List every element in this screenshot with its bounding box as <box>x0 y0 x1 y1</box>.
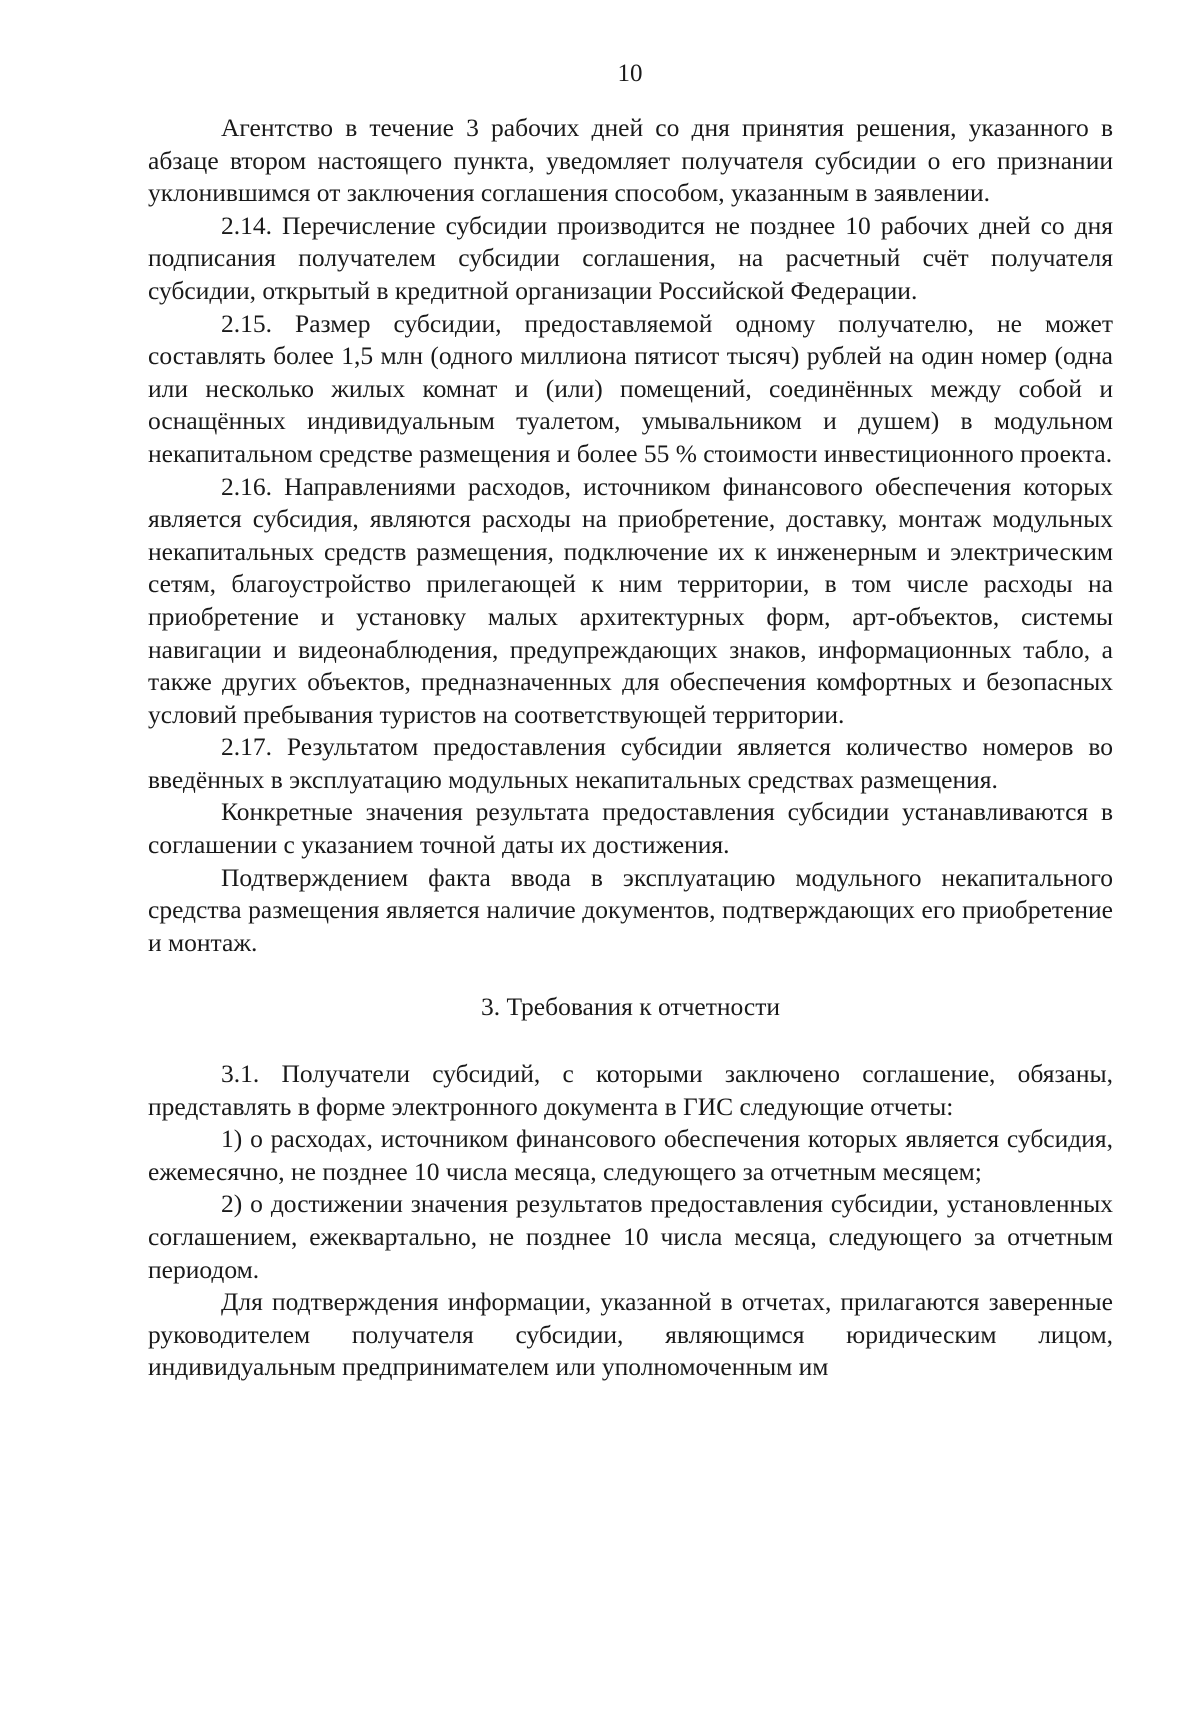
paragraph-3-1: 3.1. Получатели субсидий, с которыми заключено соглашение, обязаны, представлять в форме электронного документа в ГИС следующие отчеты: <box>148 1059 1113 1121</box>
paragraph-2-17: 2.17. Результатом предоставления субсидии является количество номеров во введённых в эксплуатацию модульных некапитальных средствах размещения. <box>148 732 1113 794</box>
list-item-2: 2) о достижении значения результатов предоставления субсидии, установленных соглашением, ежеквартально, не позднее 10 числа месяца, следующего за отчетным периодом. <box>148 1189 1113 1284</box>
paragraph-2-15: 2.15. Размер субсидии, предоставляемой одному получателю, не может составлять более 1,5 млн (одного миллиона пятисот тысяч) рублей на один номер (одна или несколько жилых комнат и (или) помещений, соединённых между собой и оснащённых индивидуальным туалетом, умывальником и душем) в модульном некапитальном средстве размещения и более 55 % стоимости инвестиционного проекта. <box>148 308 1113 468</box>
paragraph-notification: Агентство в течение 3 рабочих дней со дня принятия решения, указанного в абзаце втором настоящего пункта, уведомляет получателя субсидии о его признании уклонившимся от заключения соглашения способом, указанным в заявлении. <box>148 113 1113 208</box>
section-title: 3. Требования к отчетности <box>480 992 781 1022</box>
list-item-1: 1) о расходах, источником финансового обеспечения которых является субсидия, ежемесячно, не позднее 10 числа месяца, следующего за отчетным месяцем; <box>148 1124 1113 1186</box>
paragraph-result-values: Конкретные значения результата предоставления субсидии устанавливаются в соглашении с указанием точной даты их достижения. <box>148 797 1113 860</box>
paragraph-confirmation: Подтверждением факта ввода в эксплуатацию модульного некапитального средства размещения является наличие документов, подтверждающих его приобретение и монтаж. <box>148 862 1113 957</box>
paragraph-2-16: 2.16. Направлениями расходов, источником финансового обеспечения которых является субсидия, являются расходы на приобретение, доставку, монтаж модульных некапитальных средств размещения, подключение их к инженерным и электрическим сетям, благоустройство прилегающей к ним территории, в том числе расходы на приобретение и установку малых архитектурных форм, арт-объектов, системы навигации и видеонаблюдения, предупреждающих знаков, информационных табло, а также других объектов, предназначенных для обеспечения комфортных и безопасных условий пребывания туристов на соответствующей территории. <box>148 471 1113 729</box>
paragraph-attachments: Для подтверждения информации, указанной в отчетах, прилагаются заверенные руководителем получателя субсидии, являющимся юридическим лицом, индивидуальным предпринимателем или уполномоченным им <box>148 1287 1113 1382</box>
paragraph-2-14: 2.14. Перечисление субсидии производится не позднее 10 рабочих дней со дня подписания получателем субсидии соглашения, на расчетный счёт получателя субсидии, открытый в кредитной организации Российской Федерации. <box>148 210 1113 305</box>
document-body <box>148 112 1113 1384</box>
page-number: 10 <box>617 60 643 87</box>
